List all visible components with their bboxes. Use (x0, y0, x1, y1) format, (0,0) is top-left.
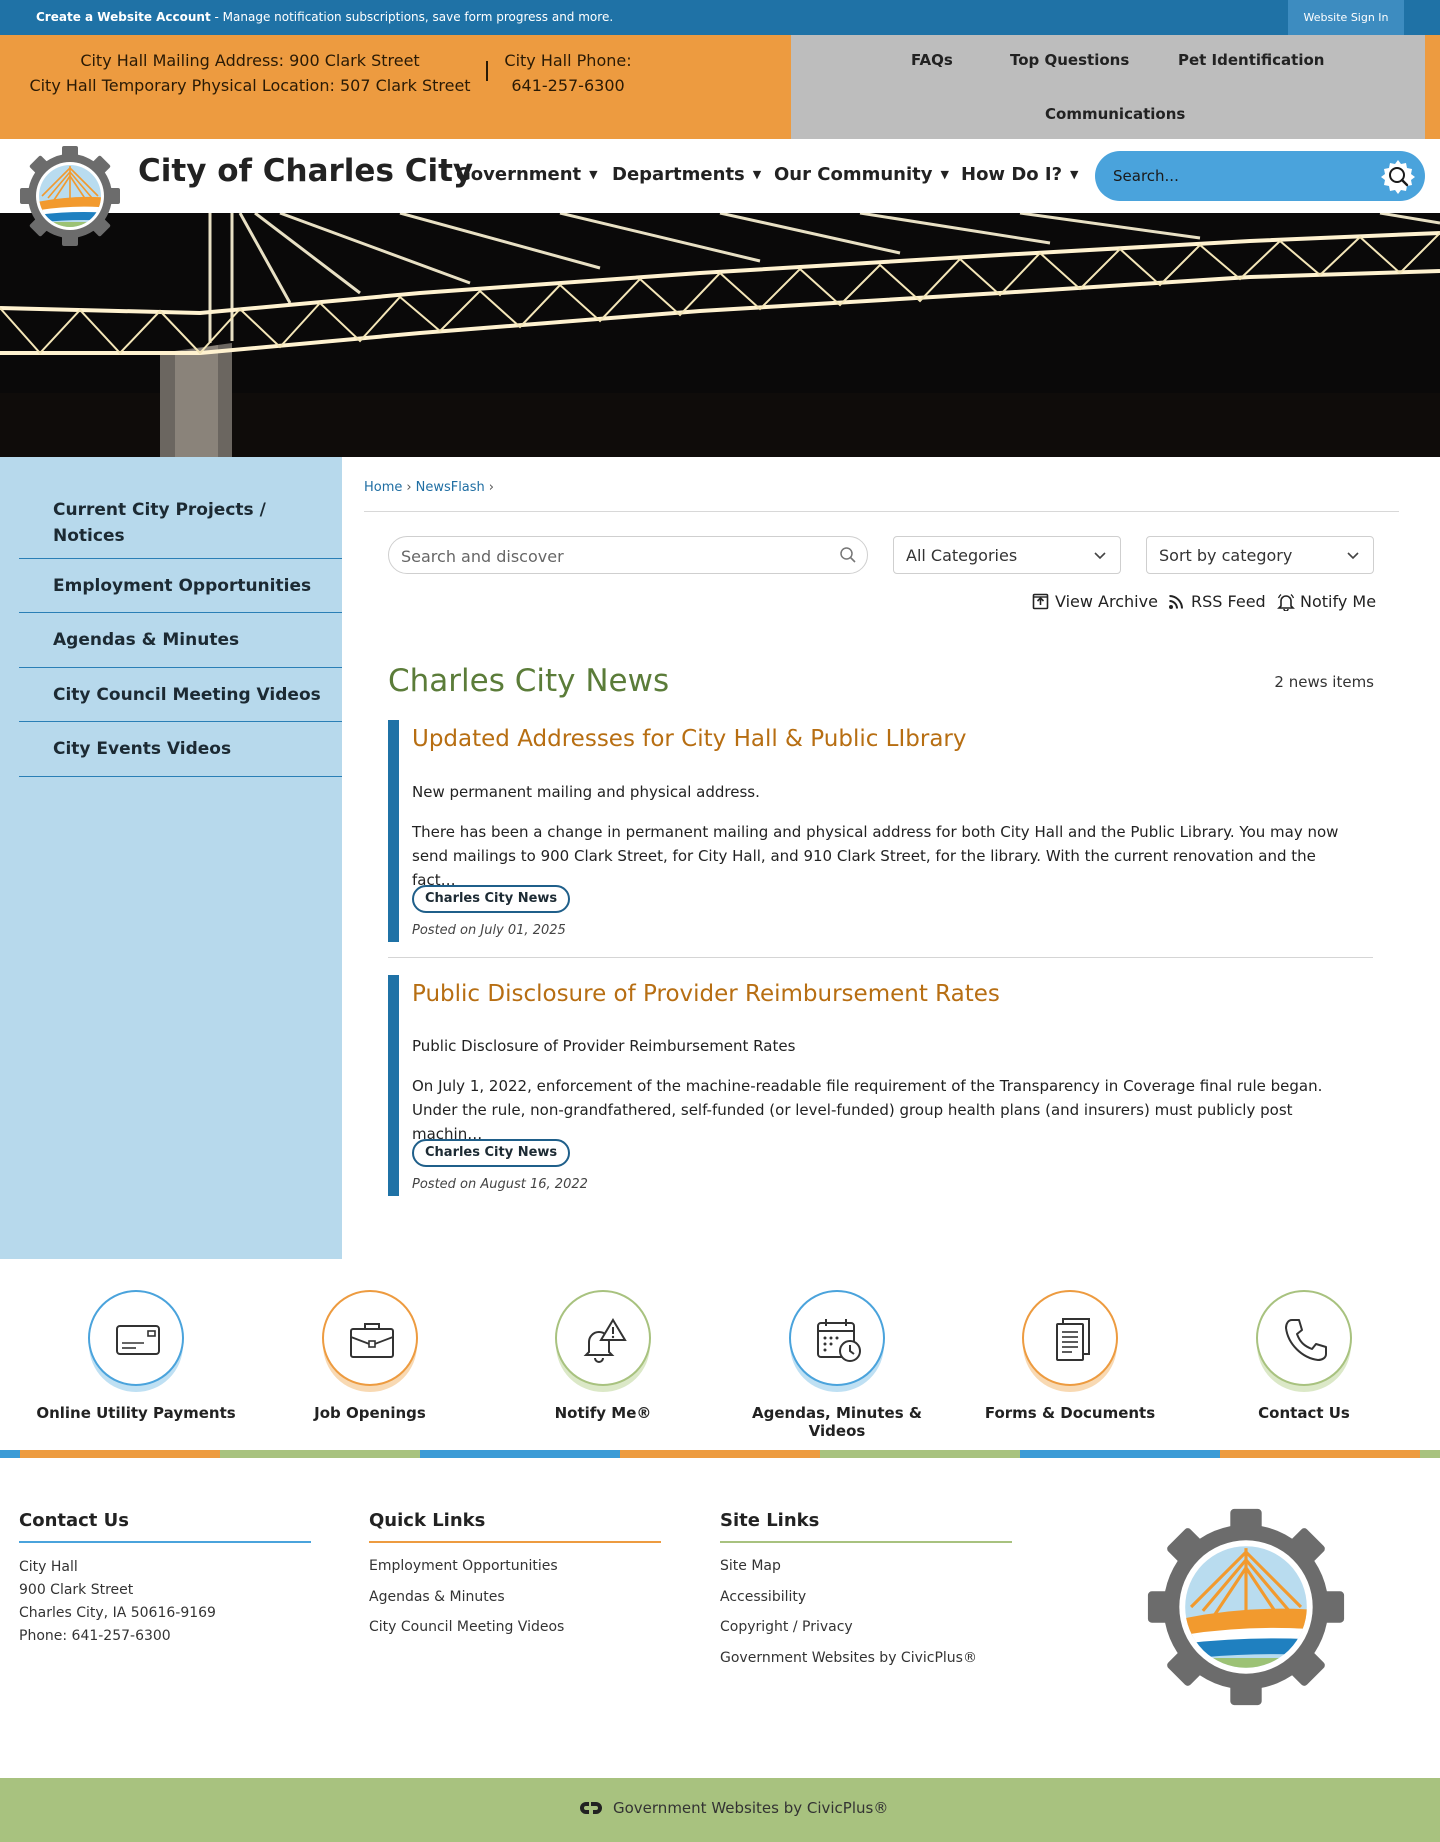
sidebar-item-current-city-projects[interactable]: Current City Projects / Notices (19, 486, 342, 559)
quick-link-pet-identification[interactable]: Pet Identification (1178, 51, 1325, 69)
phone-icon (1256, 1290, 1352, 1386)
footer-site-links-title: Site Links (720, 1510, 1012, 1543)
article-title-link[interactable]: Public Disclosure of Provider Reimbursement Rates (412, 981, 1000, 1007)
news-title: Charles City News (388, 663, 670, 699)
article-summary: New permanent mailing and physical address. (412, 783, 760, 801)
article-body: On July 1, 2022, enforcement of the machine-readable file requirement of the Transparency in Coverage final rule began. Under the rule, non-grandfathered, self-funded (or level-funded) group health plans (and insurers) must publicly post machin… (412, 1077, 1323, 1143)
hero-banner (0, 213, 1440, 457)
footer-link-civicplus[interactable]: Government Websites by CivicPlus® (720, 1649, 977, 1666)
chevron-down-icon (1347, 550, 1359, 562)
footer-contact (19, 1510, 311, 1648)
footer-quick-links-title: Quick Links (369, 1510, 661, 1543)
chevron-down-icon (1094, 550, 1106, 562)
archive-icon (1032, 593, 1049, 610)
news-search-input[interactable] (401, 545, 821, 567)
phone-label: City Hall Phone: (504, 51, 632, 70)
dropdown-arrow-icon: ▼ (752, 168, 762, 181)
article-title-link[interactable]: Updated Addresses for City Hall & Public LIbrary (412, 726, 967, 752)
bell-alert-icon (555, 1290, 651, 1386)
notify-me-link[interactable]: Notify Me (1277, 592, 1377, 612)
article-posted-date: Posted on July 01, 2025 (412, 923, 566, 938)
article-summary: Public Disclosure of Provider Reimbursement Rates (412, 1037, 796, 1055)
news-count: 2 news items (1274, 673, 1374, 691)
rss-icon (1168, 593, 1185, 610)
footer-site-links (720, 1510, 1012, 1673)
website-sign-in-button[interactable]: Website Sign In (1288, 0, 1404, 35)
nav-departments[interactable]: Departments ▼ (612, 164, 762, 185)
address-block (24, 48, 476, 98)
site-name[interactable]: City of Charles City (138, 153, 474, 189)
footer-link-council-videos[interactable]: City Council Meeting Videos (369, 1619, 565, 1635)
divider (486, 61, 488, 81)
footer-link-agendas[interactable]: Agendas & Minutes (369, 1588, 505, 1605)
color-stripe (0, 1450, 1440, 1458)
breadcrumb: Home › NewsFlash › (364, 480, 494, 495)
breadcrumb-home[interactable]: Home (364, 480, 403, 495)
footer-link-site-map[interactable]: Site Map (720, 1558, 781, 1574)
quick-link-communications[interactable]: Communications (1045, 105, 1186, 123)
briefcase-icon (322, 1290, 418, 1386)
create-account-link[interactable]: Create a Website Account - Manage notification subscriptions, save form progress and more. (36, 10, 614, 24)
footer-bottom-bar: Government Websites by CivicPlus® (0, 1778, 1440, 1842)
sidebar (0, 457, 342, 1259)
search-icon[interactable] (839, 546, 857, 564)
news-search (388, 536, 868, 574)
footer-city-logo (1144, 1505, 1348, 1709)
sidebar-item-agendas-minutes[interactable]: Agendas & Minutes (19, 613, 342, 668)
documents-icon (1022, 1290, 1118, 1386)
search-icon[interactable] (1379, 157, 1417, 195)
article-divider (388, 957, 1373, 958)
info-row (0, 35, 1440, 139)
site-header (0, 139, 1440, 213)
sidebar-item-city-council-videos[interactable]: City Council Meeting Videos (19, 668, 342, 722)
article-accent-bar (388, 975, 399, 1196)
sidebar-item-employment-opportunities[interactable]: Employment Opportunities (19, 559, 342, 613)
temporary-address: City Hall Temporary Physical Location: 507 Clark Street (29, 76, 471, 95)
top-bar (0, 0, 1440, 35)
breadcrumb-newsflash[interactable]: NewsFlash (415, 480, 485, 495)
quick-link-faqs[interactable]: FAQs (911, 51, 953, 69)
footer-contact-line: Phone: 641-257-6300 (19, 1628, 171, 1644)
city-logo[interactable] (18, 144, 122, 248)
article-category-tag[interactable]: Charles City News (412, 885, 570, 913)
breadcrumb-divider (364, 511, 1399, 512)
article-category-tag[interactable]: Charles City News (412, 1139, 570, 1167)
site-search-input[interactable] (1113, 163, 1363, 189)
news-article (388, 975, 1373, 1196)
phone-number: 641-257-6300 (511, 76, 625, 95)
footer-link-employment[interactable]: Employment Opportunities (369, 1558, 558, 1574)
footer-link-accessibility[interactable]: Accessibility (720, 1588, 807, 1605)
dropdown-arrow-icon: ▼ (589, 168, 598, 181)
quick-link-top-questions[interactable]: Top Questions (1010, 51, 1130, 69)
article-posted-date: Posted on August 16, 2022 (412, 1177, 588, 1192)
footer-contact-title: Contact Us (19, 1510, 311, 1543)
sort-select[interactable]: Sort by category (1146, 536, 1374, 574)
payment-card-icon (88, 1290, 184, 1386)
footer-link-copyright[interactable]: Copyright / Privacy (720, 1619, 853, 1635)
quick-links-bar (791, 35, 1425, 139)
footer-contact-line: 900 Clark Street (19, 1582, 134, 1598)
nav-government[interactable]: Government ▼ (456, 164, 598, 185)
footer-quick-links (369, 1510, 661, 1643)
category-select[interactable]: All Categories (893, 536, 1121, 574)
article-body: There has been a change in permanent mailing and physical address for both City Hall and the Public Library. You may now send mailings to 900 Clark Street, for City Hall, and 910 Clark Street, for the library. With the current renovation and the fact… (412, 823, 1339, 889)
nav-how-do-i[interactable]: How Do I? ▼ (961, 164, 1079, 185)
footer-contact-line: Charles City, IA 50616-9169 (19, 1605, 216, 1621)
article-accent-bar (388, 720, 399, 942)
site-search (1095, 151, 1425, 201)
news-article (388, 720, 1373, 942)
sidebar-item-city-events-videos[interactable]: City Events Videos (19, 722, 342, 777)
nav-our-community[interactable]: Our Community ▼ (774, 164, 949, 185)
footer-contact-line: City Hall (19, 1559, 78, 1575)
dropdown-arrow-icon: ▼ (940, 168, 949, 181)
calendar-clock-icon (789, 1290, 885, 1386)
dropdown-arrow-icon: ▼ (1070, 168, 1079, 181)
view-archive-link[interactable]: View Archive (1032, 592, 1152, 612)
mailing-address: City Hall Mailing Address: 900 Clark Street (80, 51, 420, 70)
rss-feed-link[interactable]: RSS Feed (1168, 592, 1264, 612)
phone-block (500, 48, 636, 98)
civicplus-logo-icon (577, 1800, 603, 1816)
bell-icon (1277, 593, 1295, 611)
